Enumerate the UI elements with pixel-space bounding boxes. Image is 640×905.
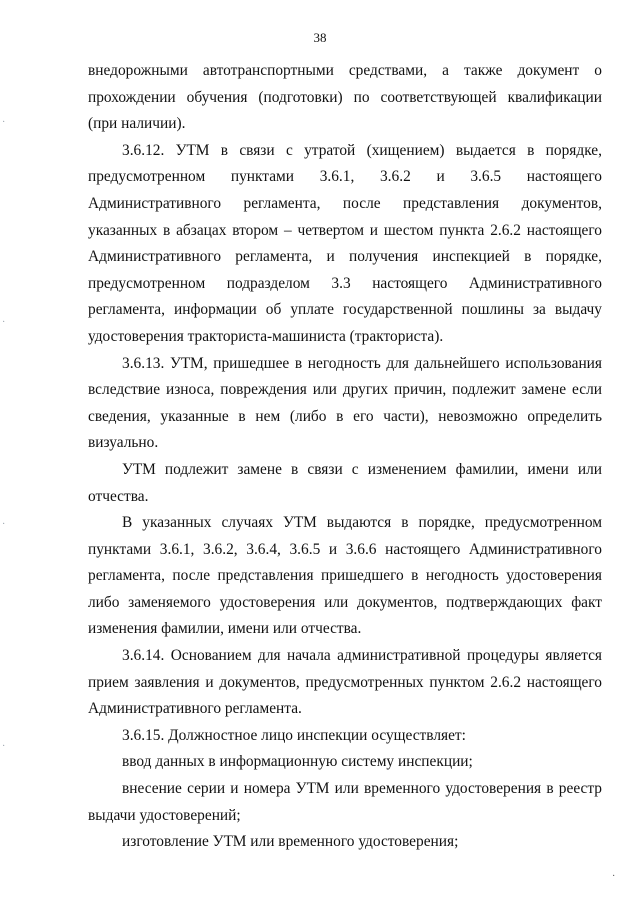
text-line: регламента, после представления пришедшего в негодность удостоверения bbox=[88, 567, 602, 585]
paragraph-3-6-15 bbox=[88, 723, 602, 750]
text-line: отчества. bbox=[88, 487, 149, 505]
text-line: 3.6.13. УТМ, пришедшее в негодность для дальнейшего использования bbox=[122, 354, 602, 372]
text-line: В указанных случаях УТМ выдаются в порядке, предусмотренном bbox=[122, 514, 602, 532]
text-line: указанных в абзацах втором – четвертом и шестом пункта 2.6.2 настоящего bbox=[88, 221, 602, 239]
text-line: Административного регламента. bbox=[88, 700, 302, 718]
page-number: 38 bbox=[313, 30, 327, 45]
text-line: Административного регламента, после представления документов, bbox=[88, 194, 602, 212]
text-line: изменения фамилии, имени или отчества. bbox=[88, 620, 362, 638]
scan-mark: · bbox=[2, 741, 6, 752]
scan-mark: · bbox=[612, 871, 616, 882]
text-line: УТМ подлежит замене в связи с изменением фамилии, имени или bbox=[122, 460, 602, 478]
paragraph-replacement bbox=[88, 457, 602, 510]
paragraph-manufacture bbox=[88, 829, 602, 856]
paragraph-specified-cases bbox=[88, 510, 602, 643]
scan-mark: · bbox=[2, 519, 6, 530]
text-line: 3.6.12. УТМ в связи с утратой (хищением) выдается в порядке, bbox=[122, 141, 602, 159]
text-line: 3.6.15. Должностное лицо инспекции осуществляет: bbox=[122, 726, 466, 744]
paragraph-1 bbox=[88, 58, 602, 138]
text-line: сведения, указанные в нем (либо в его части), невозможно определить bbox=[88, 407, 602, 425]
text-line: прохождении обучения (подготовки) по соответствующей квалификации bbox=[88, 88, 602, 106]
text-line: Административного регламента, и получения инспекцией в порядке, bbox=[88, 248, 602, 266]
paragraph-3-6-14 bbox=[88, 643, 602, 723]
paragraph-data-entry bbox=[88, 749, 602, 776]
text-line: пунктами 3.6.1, 3.6.2, 3.6.4, 3.6.5 и 3.6.6 настоящего Административного bbox=[88, 540, 602, 558]
scan-mark: · bbox=[2, 117, 6, 128]
paragraph-3-6-13 bbox=[88, 351, 602, 457]
text-line: визуально. bbox=[88, 434, 159, 452]
text-line: прием заявления и документов, предусмотренных пунктом 2.6.2 настоящего bbox=[88, 673, 602, 691]
paragraph-3-6-12 bbox=[88, 138, 602, 351]
scan-mark: · bbox=[2, 317, 6, 328]
text-line: удостоверения тракториста-машиниста (тракториста). bbox=[88, 327, 444, 345]
paragraph-registry-entry bbox=[88, 776, 602, 829]
text-line: изготовление УТМ или временного удостоверения; bbox=[122, 833, 459, 851]
text-line: внедорожными автотранспортными средствами, а также документ о bbox=[88, 62, 602, 79]
text-line: 3.6.14. Основанием для начала административной процедуры является bbox=[122, 647, 602, 665]
text-line: внесение серии и номера УТМ или временного удостоверения в реестр bbox=[122, 780, 602, 798]
text-line: либо заменяемого удостоверения или документов, подтверждающих факт bbox=[88, 593, 602, 611]
text-line: (при наличии). bbox=[88, 115, 186, 133]
text-line: предусмотренном пунктами 3.6.1, 3.6.2 и 3.6.5 настоящего bbox=[88, 168, 602, 186]
document-body bbox=[88, 58, 602, 856]
text-line: ввод данных в информационную систему инспекции; bbox=[122, 753, 473, 771]
text-line: вследствие износа, повреждения или других причин, подлежит замене если bbox=[88, 381, 602, 399]
text-line: регламента, информации об уплате государственной пошлины за выдачу bbox=[88, 301, 602, 319]
text-line: предусмотренном подразделом 3.3 настоящего Административного bbox=[88, 274, 602, 292]
text-line: выдачи удостоверений; bbox=[88, 806, 241, 824]
